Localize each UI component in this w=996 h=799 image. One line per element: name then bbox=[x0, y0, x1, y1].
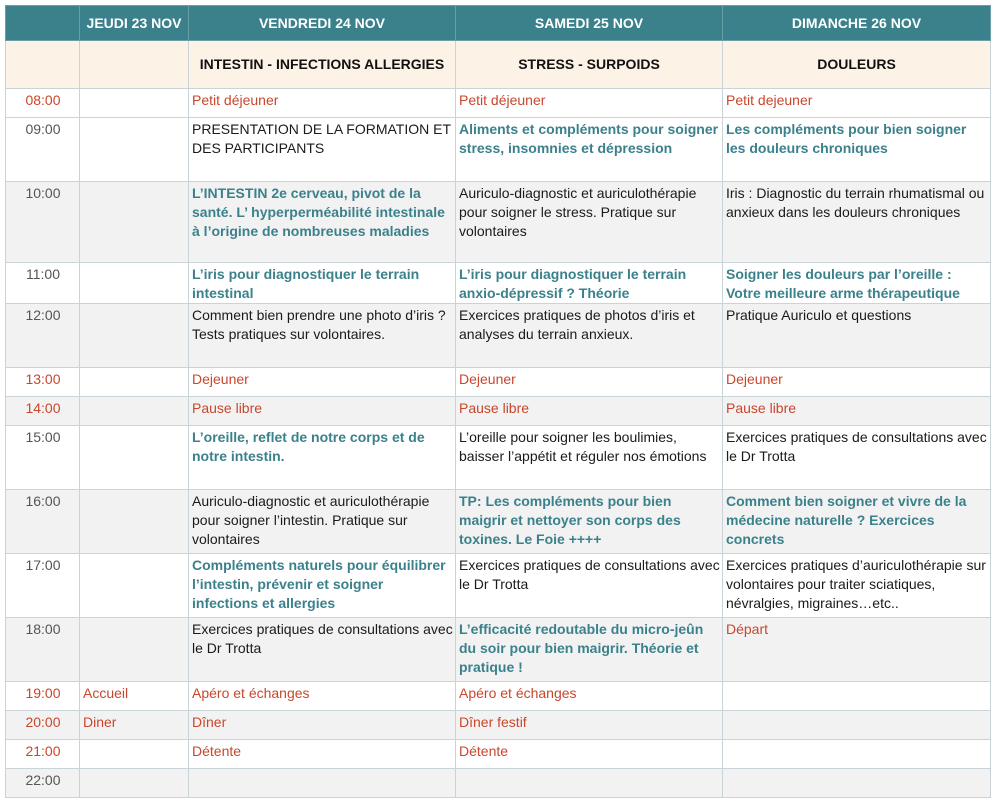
schedule-cell bbox=[456, 89, 723, 118]
schedule-cell bbox=[80, 397, 189, 426]
schedule-cell bbox=[80, 118, 189, 182]
session-text: Exercices pratiques de photos d’iris et analyses du terrain anxieux. bbox=[459, 307, 695, 342]
activity-text: Dejeuner bbox=[459, 371, 516, 387]
activity-text: Petit déjeuner bbox=[192, 92, 279, 108]
theme-row bbox=[6, 41, 991, 89]
schedule-cell bbox=[80, 618, 189, 682]
schedule-body bbox=[6, 89, 991, 798]
day-theme: STRESS - SURPOIDS bbox=[456, 41, 723, 89]
time-slot-row bbox=[6, 426, 991, 490]
schedule-cell bbox=[723, 554, 991, 618]
session-title: L’oreille, reflet de notre corps et de notre intestin. bbox=[192, 429, 425, 464]
time-slot-row bbox=[6, 368, 991, 397]
schedule-cell bbox=[723, 618, 991, 682]
session-title: Comment bien soigner et vivre de la médecine naturelle ? Exercices concrets bbox=[726, 493, 967, 547]
schedule-cell bbox=[723, 490, 991, 554]
activity-text: Dîner festif bbox=[459, 714, 527, 730]
schedule-cell bbox=[80, 682, 189, 711]
schedule-cell bbox=[189, 368, 456, 397]
activity-text: Accueil bbox=[83, 685, 129, 701]
time-label: 18:00 bbox=[6, 618, 80, 682]
session-text: PRESENTATION DE LA FORMATION ET DES PARTICIPANTS bbox=[192, 121, 451, 156]
session-title: L’INTESTIN 2e cerveau, pivot de la santé. L’ hyperperméabilité intestinale à l’origine de nombreuses maladies bbox=[192, 185, 445, 239]
schedule-cell bbox=[189, 397, 456, 426]
schedule-cell bbox=[80, 426, 189, 490]
time-slot-row bbox=[6, 263, 991, 304]
time-slot-row bbox=[6, 490, 991, 554]
schedule-cell bbox=[456, 118, 723, 182]
day-header: JEUDI 23 NOV bbox=[80, 6, 189, 41]
session-text: Auriculo-diagnostic et auriculothérapie pour soigner l’intestin. Pratique sur volontaires bbox=[192, 493, 430, 547]
session-title: L’iris pour diagnostiquer le terrain intestinal bbox=[192, 266, 420, 301]
schedule-cell bbox=[456, 263, 723, 304]
session-title: Soigner les douleurs par l’oreille : Votre meilleure arme thérapeutique bbox=[726, 266, 960, 301]
activity-text: Dîner bbox=[192, 714, 227, 730]
schedule-cell bbox=[189, 711, 456, 740]
schedule-cell bbox=[456, 711, 723, 740]
schedule-cell bbox=[723, 426, 991, 490]
day-header-row bbox=[6, 6, 991, 41]
schedule-cell bbox=[723, 711, 991, 740]
time-slot-row bbox=[6, 397, 991, 426]
schedule-cell bbox=[80, 89, 189, 118]
schedule-cell bbox=[723, 682, 991, 711]
time-label: 09:00 bbox=[6, 118, 80, 182]
activity-text: Apéro et échanges bbox=[459, 685, 577, 701]
schedule-cell bbox=[456, 618, 723, 682]
schedule-cell bbox=[80, 769, 189, 798]
schedule-cell bbox=[456, 490, 723, 554]
schedule-cell bbox=[189, 682, 456, 711]
day-theme: INTESTIN - INFECTIONS ALLERGIES bbox=[189, 41, 456, 89]
time-label: 16:00 bbox=[6, 490, 80, 554]
time-label: 21:00 bbox=[6, 740, 80, 769]
activity-text: Petit déjeuner bbox=[459, 92, 546, 108]
theme-corner bbox=[6, 41, 80, 89]
schedule-cell bbox=[80, 304, 189, 368]
schedule-cell bbox=[456, 682, 723, 711]
schedule-cell bbox=[80, 554, 189, 618]
schedule-cell bbox=[456, 304, 723, 368]
time-label: 19:00 bbox=[6, 682, 80, 711]
time-label: 14:00 bbox=[6, 397, 80, 426]
activity-text: Dejeuner bbox=[192, 371, 249, 387]
schedule-cell bbox=[456, 182, 723, 263]
session-title: Compléments naturels pour équilibrer l’intestin, prévenir et soigner infections et allergies bbox=[192, 557, 446, 611]
session-title: TP: Les compléments pour bien maigrir et nettoyer son corps des toxines. Le Foie ++++ bbox=[459, 493, 681, 547]
time-label: 20:00 bbox=[6, 711, 80, 740]
schedule-cell bbox=[80, 711, 189, 740]
activity-text: Détente bbox=[192, 743, 242, 759]
activity-text: Pause libre bbox=[192, 400, 263, 416]
schedule-cell bbox=[723, 182, 991, 263]
time-label: 12:00 bbox=[6, 304, 80, 368]
schedule-cell bbox=[80, 740, 189, 769]
schedule-cell bbox=[723, 118, 991, 182]
session-text: Auriculo-diagnostic et auriculothérapie pour soigner le stress. Pratique sur volontaires bbox=[459, 185, 697, 239]
schedule-cell bbox=[80, 490, 189, 554]
session-title: Aliments et compléments pour soigner stress, insomnies et dépression bbox=[459, 121, 719, 156]
schedule-cell bbox=[189, 426, 456, 490]
time-slot-row bbox=[6, 554, 991, 618]
time-label: 10:00 bbox=[6, 182, 80, 263]
schedule-table bbox=[5, 5, 991, 798]
session-title: L’iris pour diagnostiquer le terrain anxio-dépressif ? Théorie bbox=[459, 266, 687, 301]
time-header-corner bbox=[6, 6, 80, 41]
time-slot-row bbox=[6, 769, 991, 798]
time-label: 22:00 bbox=[6, 769, 80, 798]
schedule-cell bbox=[723, 740, 991, 769]
time-label: 11:00 bbox=[6, 263, 80, 304]
activity-text: Dejeuner bbox=[726, 371, 783, 387]
schedule-cell bbox=[80, 368, 189, 397]
schedule-cell bbox=[189, 554, 456, 618]
time-slot-row bbox=[6, 304, 991, 368]
schedule-cell bbox=[80, 263, 189, 304]
time-label: 15:00 bbox=[6, 426, 80, 490]
time-slot-row bbox=[6, 682, 991, 711]
schedule-cell bbox=[723, 263, 991, 304]
session-text: Exercices pratiques d’auriculothérapie sur volontaires pour traiter sciatiques, névralgies, migraines…etc.. bbox=[726, 557, 986, 611]
session-text: Iris : Diagnostic du terrain rhumatismal ou anxieux dans les douleurs chroniques bbox=[726, 185, 985, 220]
activity-text: Apéro et échanges bbox=[192, 685, 310, 701]
schedule-cell bbox=[723, 769, 991, 798]
schedule-cell bbox=[189, 740, 456, 769]
activity-text: Détente bbox=[459, 743, 509, 759]
day-header: VENDREDI 24 NOV bbox=[189, 6, 456, 41]
schedule-cell bbox=[189, 304, 456, 368]
time-label: 13:00 bbox=[6, 368, 80, 397]
schedule-cell bbox=[80, 182, 189, 263]
session-text: Exercices pratiques de consultations avec le Dr Trotta bbox=[459, 557, 720, 592]
schedule-cell bbox=[723, 368, 991, 397]
schedule-cell bbox=[723, 89, 991, 118]
schedule-cell bbox=[723, 304, 991, 368]
activity-text: Diner bbox=[83, 714, 117, 730]
session-text: L’oreille pour soigner les boulimies, baisser l’appétit et réguler nos émotions bbox=[459, 429, 707, 464]
schedule-cell bbox=[456, 368, 723, 397]
schedule-cell bbox=[456, 397, 723, 426]
schedule-cell bbox=[456, 769, 723, 798]
time-slot-row bbox=[6, 618, 991, 682]
session-text: Pratique Auriculo et questions bbox=[726, 307, 912, 323]
day-theme: DOULEURS bbox=[723, 41, 991, 89]
session-title: Les compléments pour bien soigner les douleurs chroniques bbox=[726, 121, 967, 156]
schedule-cell bbox=[456, 740, 723, 769]
activity-text: Petit dejeuner bbox=[726, 92, 813, 108]
time-slot-row bbox=[6, 89, 991, 118]
session-text: Exercices pratiques de consultations avec le Dr Trotta bbox=[726, 429, 987, 464]
session-text: Comment bien prendre une photo d’iris ? Tests pratiques sur volontaires. bbox=[192, 307, 446, 342]
time-slot-row bbox=[6, 740, 991, 769]
schedule-cell bbox=[189, 89, 456, 118]
time-slot-row bbox=[6, 118, 991, 182]
schedule-cell bbox=[189, 490, 456, 554]
session-title: L’efficacité redoutable du micro-jeûn du soir pour bien maigrir. Théorie et pratique ! bbox=[459, 621, 704, 675]
day-header: DIMANCHE 26 NOV bbox=[723, 6, 991, 41]
schedule-cell bbox=[723, 397, 991, 426]
schedule-cell bbox=[189, 618, 456, 682]
activity-text: Pause libre bbox=[459, 400, 530, 416]
schedule-cell bbox=[189, 118, 456, 182]
day-theme bbox=[80, 41, 189, 89]
activity-text: Départ bbox=[726, 621, 769, 637]
schedule-cell bbox=[456, 426, 723, 490]
schedule-cell bbox=[189, 769, 456, 798]
schedule-cell bbox=[189, 263, 456, 304]
activity-text: Pause libre bbox=[726, 400, 797, 416]
time-label: 08:00 bbox=[6, 89, 80, 118]
session-text: Exercices pratiques de consultations avec le Dr Trotta bbox=[192, 621, 453, 656]
time-slot-row bbox=[6, 711, 991, 740]
time-label: 17:00 bbox=[6, 554, 80, 618]
day-header: SAMEDI 25 NOV bbox=[456, 6, 723, 41]
schedule-cell bbox=[189, 182, 456, 263]
time-slot-row bbox=[6, 182, 991, 263]
schedule-cell bbox=[456, 554, 723, 618]
